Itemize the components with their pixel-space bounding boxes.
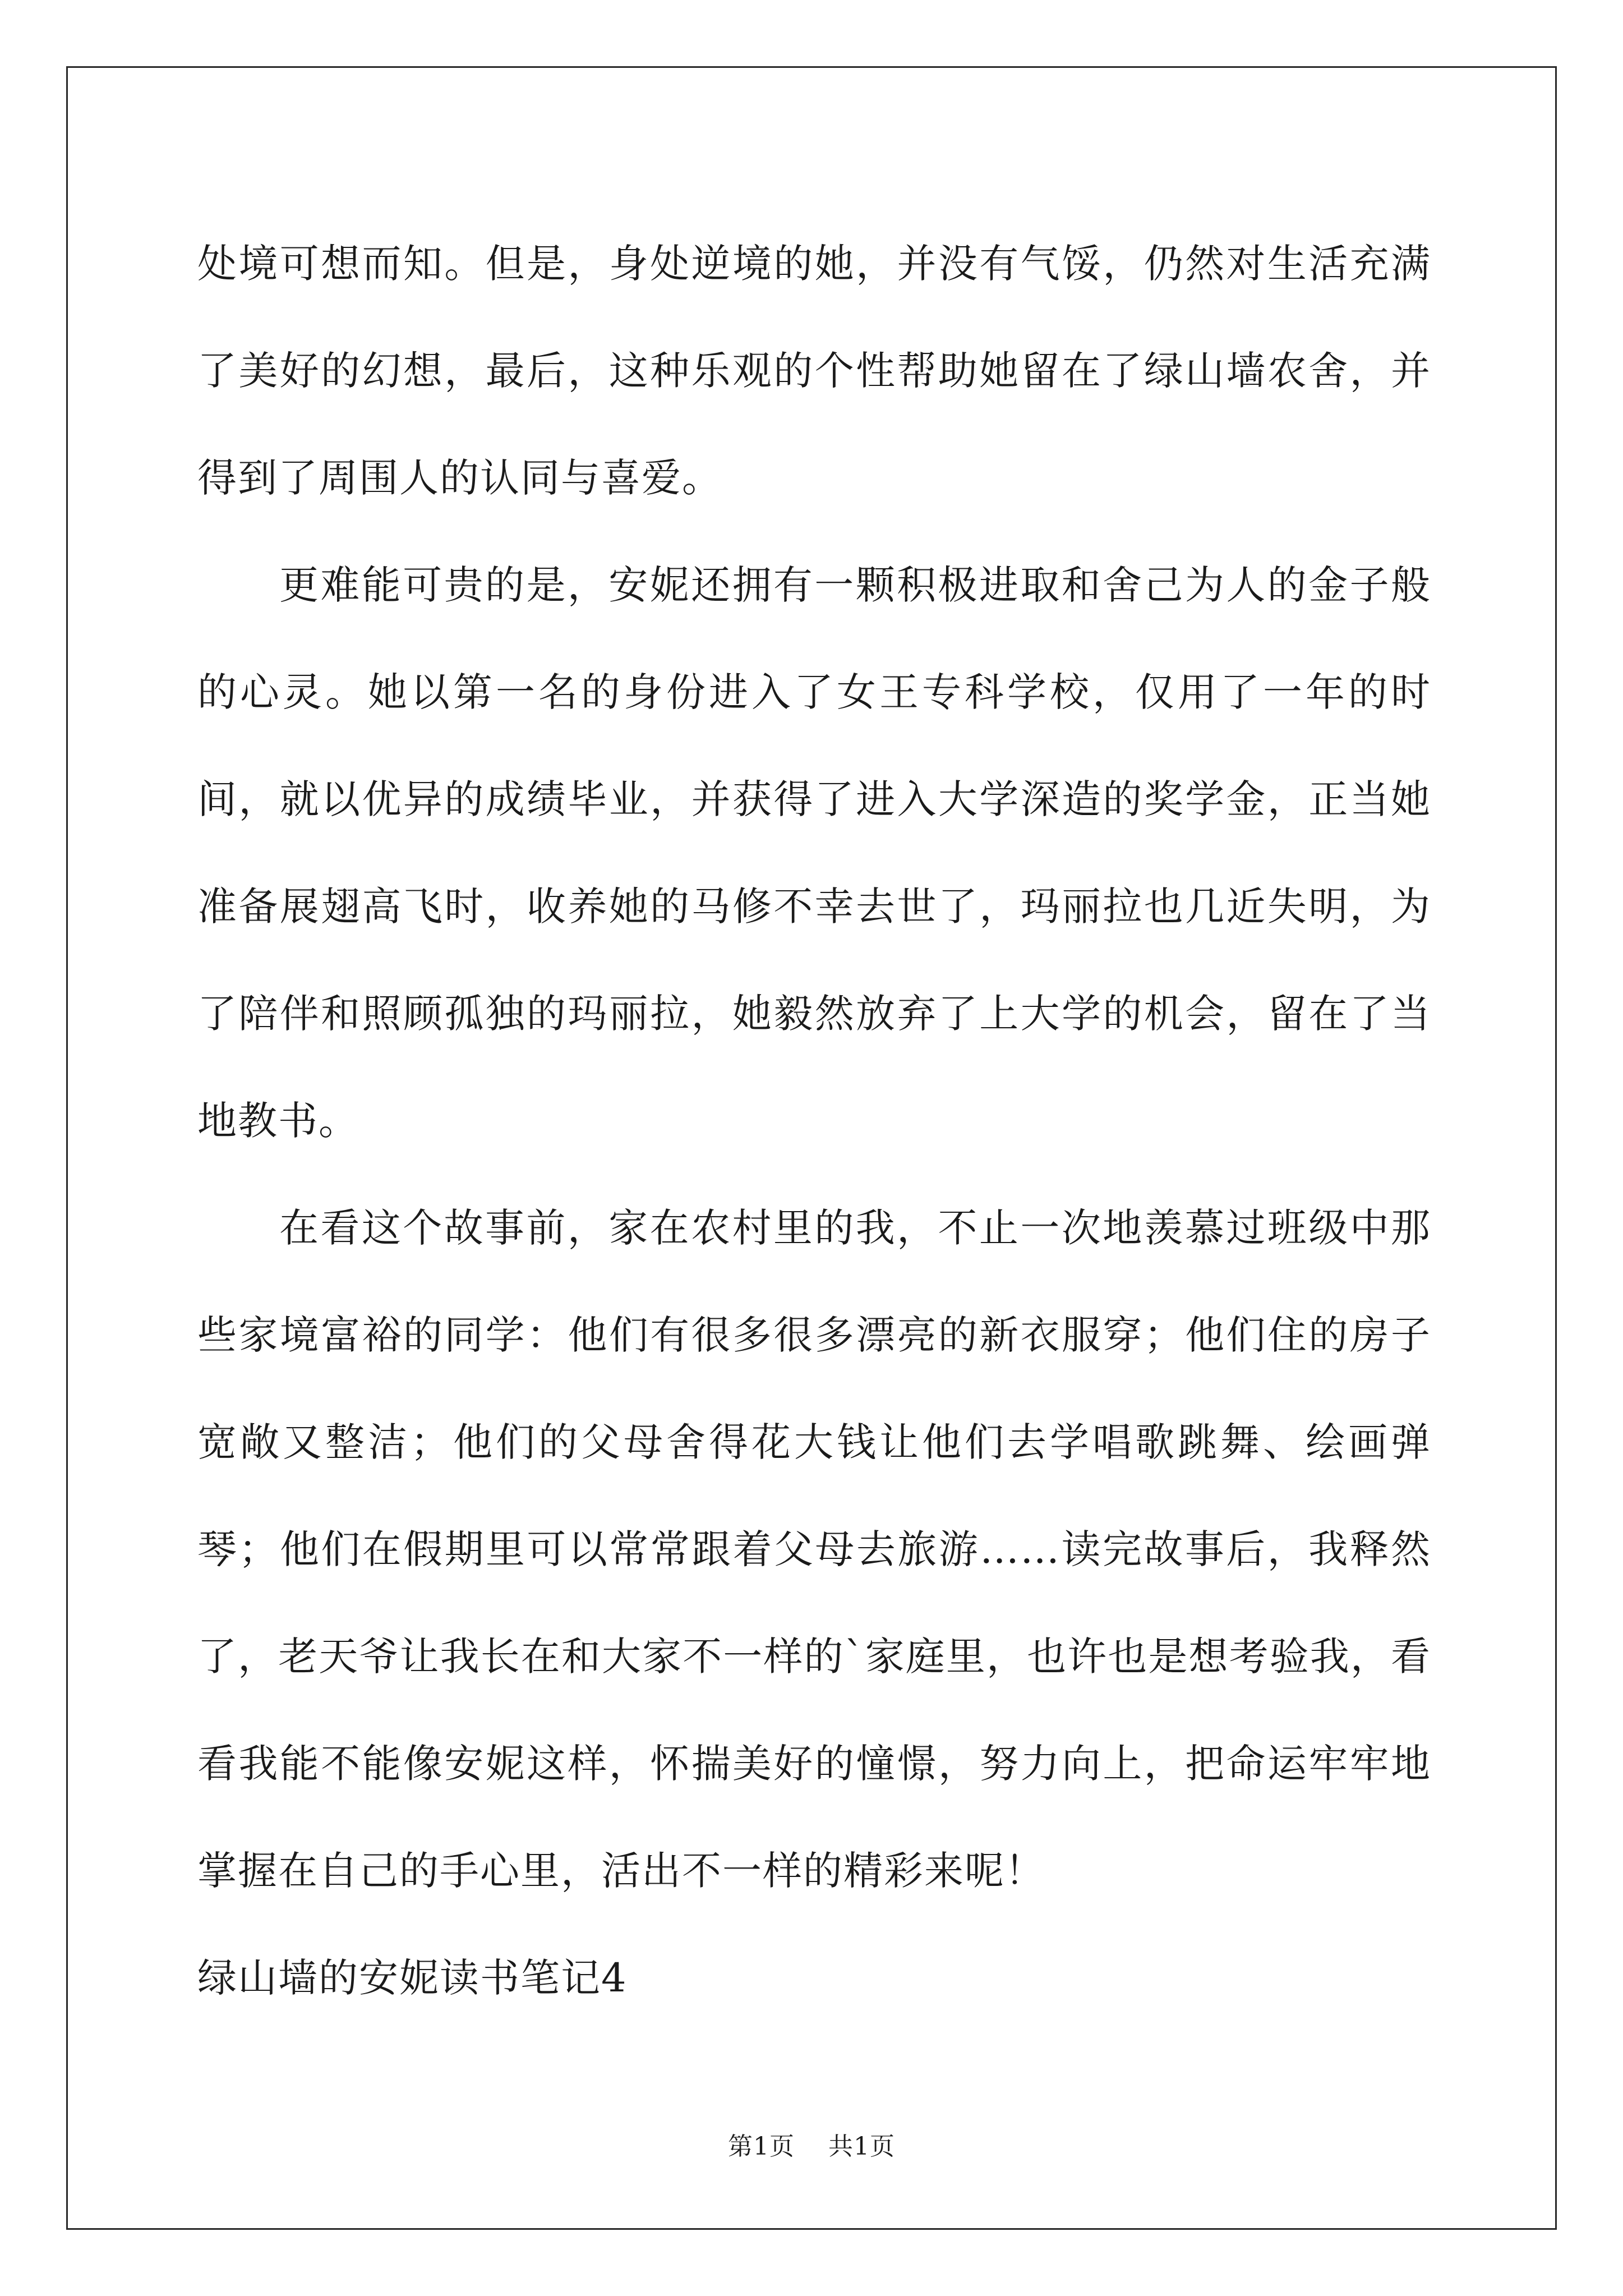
paragraph-1: 处境可想而知。但是，身处逆境的她，并没有气馁，仍然对生活充满了美好的幻想，最后，这种乐观的个性帮助她留在了绿山墙农舍，并得到了周围人的认同与喜爱。 — [197, 241, 1431, 501]
document-body — [197, 210, 1431, 2032]
section-heading: 绿山墙的安妮读书笔记4 — [197, 1955, 628, 2001]
page-footer — [0, 2126, 1623, 2162]
page-number: 第1页 — [728, 2132, 795, 2161]
page-total: 共1页 — [828, 2132, 895, 2161]
paragraph-2: 更难能可贵的是，安妮还拥有一颗积极进取和舍己为人的金子般的心灵。她以第一名的身份进入了女王专科学校，仅用了一年的时间，就以优异的成绩毕业，并获得了进入大学深造的奖学金，正当她准备展翅高飞时，收养她的马修不幸去世了，玛丽拉也几近失明，为了陪伴和照顾孤独的玛丽拉，她毅然放弃了上大学的机会，留在了当地教书。 — [197, 562, 1431, 1144]
paragraph-3: 在看这个故事前，家在农村里的我，不止一次地羡慕过班级中那些家境富裕的同学：他们有很多很多漂亮的新衣服穿；他们住的房子宽敞又整洁；他们的父母舍得花大钱让他们去学唱歌跳舞、绘画弹琴；他们在假期里可以常常跟着父母去旅游……读完故事后，我释然了，老天爷让我长在和大家不一样的`家庭里，也许也是想考验我，看看我能不能像安妮这样，怀揣美好的憧憬，努力向上，把命运牢牢地掌握在自己的手心里，活出不一样的精彩来呢！ — [197, 1205, 1431, 1894]
